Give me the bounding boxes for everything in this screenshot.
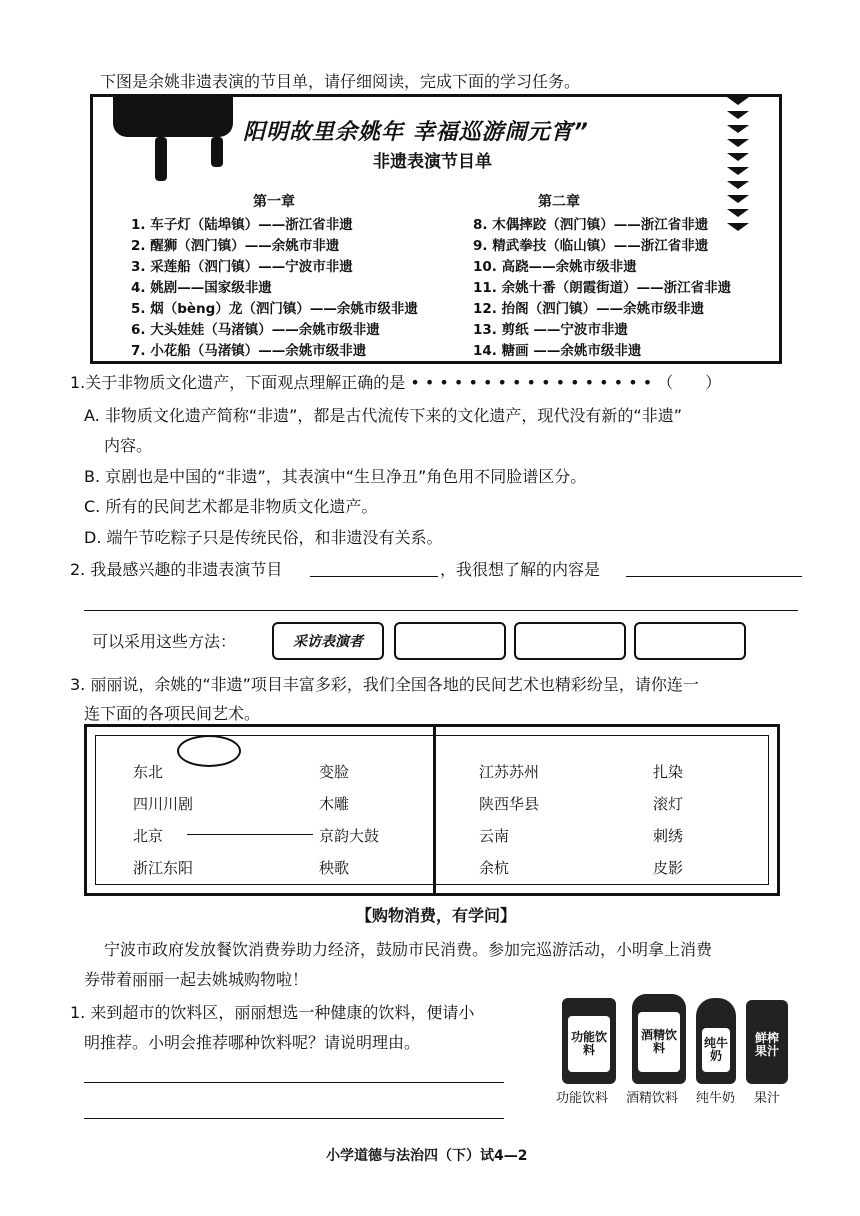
drink-name: 功能饮料: [556, 1091, 609, 1106]
lantern-leg-icon: [155, 137, 167, 181]
program-item: 8. 木偶摔跤（泗门镇）——浙江省非遗: [473, 217, 709, 233]
match-right-art[interactable]: 扎染: [653, 763, 684, 781]
match-right-place[interactable]: 余杭: [479, 859, 510, 877]
shopping-question-1a: 1. 来到超市的饮料区，丽丽想选一种健康的饮料，便请小: [70, 1003, 475, 1022]
match-right-art[interactable]: 皮影: [653, 859, 684, 877]
section-paragraph-1: 宁波市政府发放餐饮消费券助力经济，鼓励市民消费。参加完巡游活动，小明拿上消费: [104, 940, 713, 959]
option-d[interactable]: D. 端午节吃粽子只是传统民俗，和非遗没有关系。: [84, 528, 443, 547]
chapter-one-heading: 第一章: [253, 194, 295, 210]
energy-drink-can-icon[interactable]: 功能饮料: [562, 998, 616, 1084]
program-item: 2. 醒狮（泗门镇）——余姚市非遗: [131, 238, 340, 254]
methods-label: 可以采用这些方法：: [92, 632, 237, 651]
favorite-program-blank[interactable]: [310, 576, 438, 577]
program-item: 12. 抬阁（泗门镇）——余姚市级非遗: [473, 301, 705, 317]
cloud-decoration-icon: [177, 735, 241, 767]
content-blank[interactable]: [626, 576, 802, 577]
chapter-two-heading: 第二章: [538, 194, 580, 210]
option-a[interactable]: A. 非物质文化遗产简称“非遗”，都是古代流传下来的文化遗产，现代没有新的“非遗”: [84, 406, 682, 425]
option-b[interactable]: B. 京剧也是中国的“非遗”，其表演中“生旦净丑”角色用不同脸谱区分。: [84, 467, 587, 486]
program-item: 13. 剪纸 ——宁波市非遗: [473, 322, 628, 338]
alcohol-drink-can-icon[interactable]: 酒精饮料: [632, 994, 686, 1084]
match-left-place[interactable]: 北京: [133, 827, 164, 845]
program-subtitle: 非遗表演节目单: [373, 152, 492, 172]
program-item: 9. 精武拳技（临山镇）——浙江省非遗: [473, 238, 709, 254]
drinks-illustration: [556, 986, 806, 1106]
section-paragraph-2: 券带着丽丽一起去姚城购物啦！: [84, 970, 309, 989]
method-box-4[interactable]: [634, 622, 746, 660]
program-item: 11. 余姚十番（朗霞街道）——浙江省非遗: [473, 280, 732, 296]
program-item: 10. 高跷——余姚市级非遗: [473, 259, 637, 275]
match-left-art[interactable]: 木雕: [319, 795, 350, 813]
answer-line[interactable]: [84, 610, 798, 611]
program-item: 1. 车子灯（陆埠镇）——浙江省非遗: [131, 217, 353, 233]
lantern-leg-icon: [211, 137, 223, 167]
lantern-icon: [113, 97, 233, 137]
question-2-part1: 2. 我最感兴趣的非遗表演节目: [70, 560, 283, 579]
method-box-3[interactable]: [514, 622, 626, 660]
question-2-part2: ，我很想了解的内容是: [440, 560, 601, 579]
match-left-place[interactable]: 东北: [133, 763, 164, 781]
method-box-1[interactable]: 采访表演者: [272, 622, 384, 660]
match-right-art[interactable]: 滚灯: [653, 795, 684, 813]
method-box-2[interactable]: [394, 622, 506, 660]
shopping-question-1b: 明推荐。小明会推荐哪种饮料呢？请说明理由。: [84, 1033, 421, 1052]
match-left-place[interactable]: 浙江东阳: [133, 859, 194, 877]
match-left-art[interactable]: 秧歌: [319, 859, 350, 877]
program-item: 7. 小花船（马渚镇）——余姚市级非遗: [131, 343, 367, 359]
drink-name: 纯牛奶: [696, 1091, 736, 1106]
question-3-line2: 连下面的各项民间艺术。: [84, 704, 261, 723]
answer-line[interactable]: [84, 1082, 504, 1083]
drink-name: 酒精饮料: [626, 1091, 679, 1106]
juice-box-icon[interactable]: 鲜榨果汁: [746, 1000, 788, 1084]
program-list-box: [90, 94, 782, 364]
program-item: 3. 采莲船（泗门镇）——宁波市非遗: [131, 259, 353, 275]
match-right-place[interactable]: 云南: [479, 827, 510, 845]
program-title: 阳明故里余姚年 幸福巡游闹元宵”: [243, 120, 589, 145]
question-1-stem: 1.关于非物质文化遗产，下面观点理解正确的是 • • • • • • • • • • • • • • • • • （ ）: [70, 373, 722, 392]
match-right-place[interactable]: 陕西华县: [479, 795, 540, 813]
match-right-place[interactable]: 江苏苏州: [479, 763, 540, 781]
drink-name: 果汁: [754, 1091, 781, 1106]
matching-box: [84, 724, 780, 896]
match-left-place[interactable]: 四川川剧: [133, 795, 194, 813]
matching-divider: [433, 727, 436, 893]
option-c[interactable]: C. 所有的民间艺术都是非物质文化遗产。: [84, 497, 378, 516]
intro-text: 下图是余姚非遗表演的节目单，请仔细阅读，完成下面的学习任务。: [100, 72, 581, 91]
question-3-line1: 3. 丽丽说，余姚的“非遗”项目丰富多彩，我们全国各地的民间艺术也精彩纷呈，请你连一: [70, 675, 699, 694]
program-item: 4. 姚剧——国家级非遗: [131, 280, 272, 296]
example-connecting-line: [187, 834, 313, 835]
match-left-art[interactable]: 变脸: [319, 763, 350, 781]
program-item: 14. 糖画 ——余姚市级非遗: [473, 343, 642, 359]
page-footer: 小学道德与法治四（下）试4—2: [326, 1148, 528, 1164]
match-left-art[interactable]: 京韵大鼓: [319, 827, 380, 845]
milk-bottle-icon[interactable]: 纯牛奶: [696, 998, 736, 1084]
match-right-art[interactable]: 刺绣: [653, 827, 684, 845]
program-item: 5. 烟（bèng）龙（泗门镇）——余姚市级非遗: [131, 301, 418, 317]
section-title: 【购物消费，有学问】: [356, 906, 517, 925]
answer-line[interactable]: [84, 1118, 504, 1119]
option-a-continued: 内容。: [104, 436, 153, 455]
tassel-decoration-icon: [727, 97, 749, 247]
program-item: 6. 大头娃娃（马渚镇）——余姚市级非遗: [131, 322, 380, 338]
